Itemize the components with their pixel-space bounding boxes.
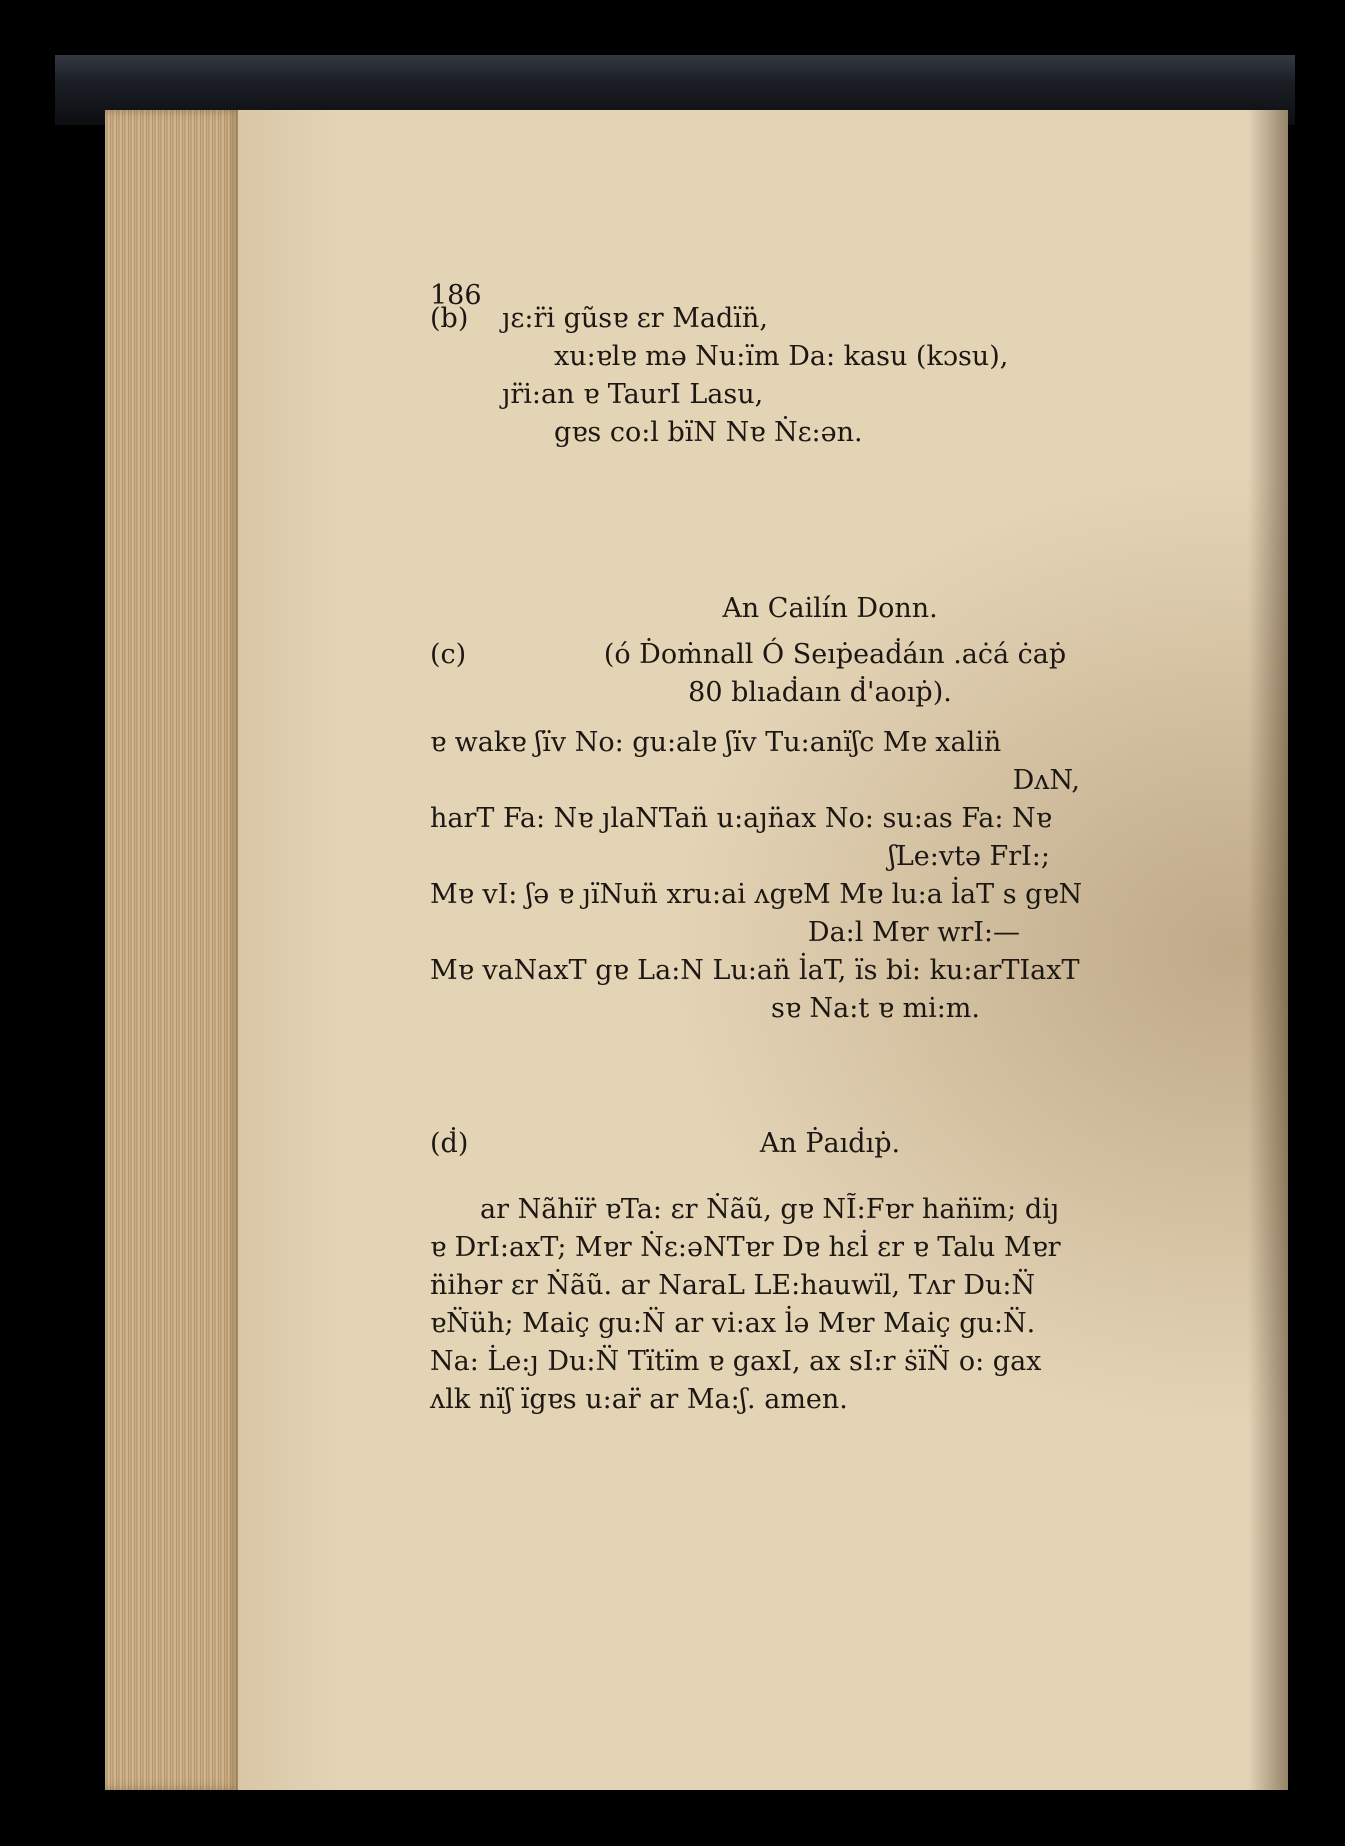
verse-line: ȷɛ:r̈i gũsɐ ɛr Madïn̈,	[502, 303, 768, 334]
verse-line: xu:ɐlɐ mə Nu:ïm Da: kasu (kɔsu),	[554, 341, 1009, 372]
section-title: An Cailín Donn.	[722, 593, 938, 624]
stanza-continuation: ʃLe:vtə FrI:;	[888, 841, 1050, 872]
source-line: 80 blıaḋaın ḋ'aoıṗ).	[688, 677, 952, 708]
section-d-heading	[430, 1125, 1170, 1163]
section-c	[430, 590, 1170, 1028]
stanza-block	[430, 724, 1170, 1028]
prose-line: ɐN̈üh; Maiç gu:N̈ ar vi:ax l̇ə Mɐr Maiç gu:N̈.	[430, 1308, 1036, 1339]
prose-line: Na: L̇e:ȷ Du:N̈ Tïtïm ɐ gaxI, ax sI:r ṡïN̈ o: gax	[430, 1346, 1042, 1377]
page-gutter-shadow	[1248, 110, 1288, 1790]
stanza-line: Mɐ vI: ʃə ɐ ȷïNun̈ xru:ai ʌgɐM Mɐ lu:a l̇aT s gɐN	[430, 879, 1083, 910]
verse-line: gɐs co:l bïN Nɐ Ṅɛ:ən.	[554, 417, 863, 448]
stanza-continuation: DʌN,	[1012, 765, 1080, 796]
stanza-line: harT Fa: Nɐ ȷlaNTan̈ u:aȷn̈ax No: su:as Fa: Nɐ	[430, 803, 1052, 834]
verse-block	[502, 300, 1008, 452]
prose-line: n̈ihər ɛr Ṅãũ. ar NaraL LE:hauwïl, Tʌr Du:N̈	[430, 1270, 1036, 1301]
page-number: 186	[430, 280, 482, 311]
section-d	[430, 1125, 1170, 1419]
source-line: (ó Ḋoṁnall Ó Seıṗeaḋáın .aċá ċaṗ	[603, 639, 1067, 670]
prose-line: ar Nãhïr̈ ɐTa: ɛr Ṅãũ, gɐ NĨ:Fɐr han̈ïm; diȷ	[480, 1194, 1060, 1225]
stanza-line: ɐ wakɐ ʃïv No: gu:alɐ ʃïv Tu:anïʃc Mɐ xalin̈	[430, 727, 1002, 758]
page-edges	[105, 110, 240, 1790]
stanza-continuation: Da:l Mɐr wrI:—	[807, 917, 1020, 948]
prose-line: ʌlk nïʃ ïgɐs u:ar̈ ar Ma:ʃ. amen.	[430, 1384, 848, 1415]
stanza-line: Mɐ vaNaxT gɐ La:N Lu:an̈ l̇aT, ïs bi: ku:arTIaxT	[430, 955, 1080, 986]
source-attribution	[430, 636, 1170, 712]
section-label: (b)	[430, 303, 469, 334]
prose-line: ɐ DrI:axT; Mɐr Ṅɛ:əNTɐr Dɐ hɛl̇ ɛr ɐ Talu Mɐr	[430, 1232, 1061, 1263]
verse-line: ȷr̈i:an ɐ TaurI Lasu,	[502, 379, 764, 410]
prayer-text	[430, 1191, 1170, 1419]
section-title: An Ṗaıḋıṗ.	[759, 1128, 901, 1159]
section-label: (ḋ)	[430, 1128, 469, 1159]
section-label: (c)	[430, 639, 467, 670]
stanza-continuation: sɐ Na:t ɐ mi:m.	[771, 993, 980, 1024]
